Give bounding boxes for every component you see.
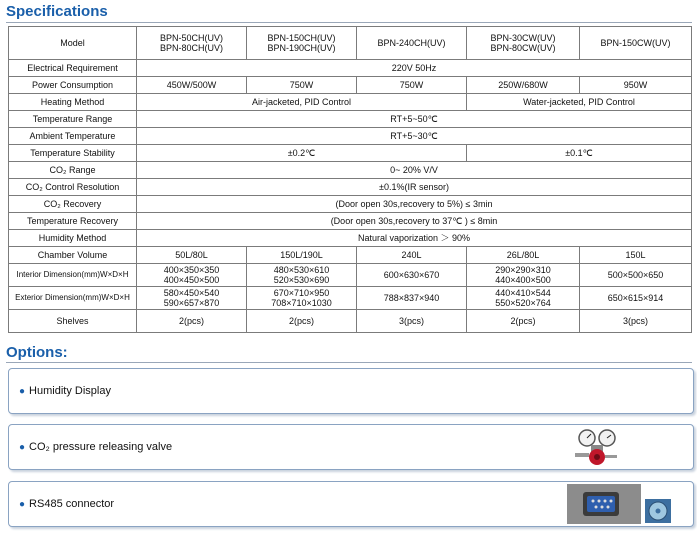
table-cell: 150L/190L bbox=[247, 247, 357, 264]
table-cell: ±0.2℃ bbox=[137, 145, 467, 162]
table-cell: BPN-150CW(UV) bbox=[580, 27, 692, 60]
table-row bbox=[9, 287, 692, 310]
table-cell: 750W bbox=[357, 77, 467, 94]
title-rule bbox=[6, 362, 692, 363]
table-cell: Air-jacketed, PID Control bbox=[137, 94, 467, 111]
table-cell: (Door open 30s,recovery to 5%) ≤ 3min bbox=[137, 196, 692, 213]
row-label: Chamber Volume bbox=[9, 247, 137, 264]
table-cell: BPN-50CH(UV) BPN-80CH(UV) bbox=[137, 27, 247, 60]
table-cell: 650×615×914 bbox=[580, 287, 692, 310]
table-row bbox=[9, 179, 692, 196]
table-row bbox=[9, 128, 692, 145]
row-label: Humidity Method bbox=[9, 230, 137, 247]
table-cell: 3(pcs) bbox=[357, 310, 467, 333]
table-row bbox=[9, 27, 692, 60]
table-cell: 2(pcs) bbox=[137, 310, 247, 333]
table-cell: 2(pcs) bbox=[247, 310, 357, 333]
row-label: Ambient Temperature bbox=[9, 128, 137, 145]
table-cell: 580×450×540 590×657×870 bbox=[137, 287, 247, 310]
row-label: CO₂ Recovery bbox=[9, 196, 137, 213]
row-label: Temperature Recovery bbox=[9, 213, 137, 230]
table-row bbox=[9, 247, 692, 264]
table-cell: 950W bbox=[580, 77, 692, 94]
table-row bbox=[9, 162, 692, 179]
row-label: Exterior Dimension(mm)W×D×H bbox=[9, 287, 137, 310]
table-row bbox=[9, 60, 692, 77]
table-cell: 50L/80L bbox=[137, 247, 247, 264]
table-row bbox=[9, 230, 692, 247]
table-cell: Water-jacketed, PID Control bbox=[467, 94, 692, 111]
table-row bbox=[9, 145, 692, 162]
row-label: Model bbox=[9, 27, 137, 60]
table-cell: 250W/680W bbox=[467, 77, 580, 94]
table-cell: BPN-30CW(UV) BPN-80CW(UV) bbox=[467, 27, 580, 60]
row-label: Interior Dimension(mm)W×D×H bbox=[9, 264, 137, 287]
table-row bbox=[9, 111, 692, 128]
table-cell: 290×290×310 440×400×500 bbox=[467, 264, 580, 287]
bullet-icon: ● bbox=[19, 386, 26, 397]
table-cell: 3(pcs) bbox=[580, 310, 692, 333]
table-cell: 0~ 20% V/V bbox=[137, 162, 692, 179]
table-cell: ±0.1℃ bbox=[467, 145, 692, 162]
row-label: Heating Method bbox=[9, 94, 137, 111]
row-label: CO₂ Control Resolution bbox=[9, 179, 137, 196]
row-label: Shelves bbox=[9, 310, 137, 333]
options-title: Options: bbox=[6, 344, 68, 361]
software-disc-icon bbox=[645, 499, 671, 523]
specifications-table bbox=[8, 26, 692, 333]
rs485-connector-icon bbox=[567, 484, 641, 524]
row-label: Electrical Requirement bbox=[9, 60, 137, 77]
pressure-regulator-icon bbox=[567, 427, 629, 467]
title-rule bbox=[6, 22, 692, 23]
table-row bbox=[9, 310, 692, 333]
table-cell: RT+5~50℃ bbox=[137, 111, 692, 128]
table-row bbox=[9, 213, 692, 230]
table-cell: 150L bbox=[580, 247, 692, 264]
table-cell: ±0.1%(IR sensor) bbox=[137, 179, 692, 196]
option-label: Humidity Display bbox=[29, 385, 111, 397]
table-row bbox=[9, 196, 692, 213]
table-cell: BPN-150CH(UV) BPN-190CH(UV) bbox=[247, 27, 357, 60]
row-label: Temperature Stability bbox=[9, 145, 137, 162]
table-cell: 26L/80L bbox=[467, 247, 580, 264]
option-rs485-connector bbox=[8, 481, 694, 527]
specifications-title: Specifications bbox=[6, 3, 108, 20]
bullet-icon: ● bbox=[19, 499, 26, 510]
table-cell: 240L bbox=[357, 247, 467, 264]
table-row bbox=[9, 94, 692, 111]
table-cell: 480×530×610 520×530×690 bbox=[247, 264, 357, 287]
table-cell: (Door open 30s,recovery to 37℃ ) ≤ 8min bbox=[137, 213, 692, 230]
bullet-icon: ● bbox=[19, 442, 26, 453]
row-label: Temperature Range bbox=[9, 111, 137, 128]
table-row bbox=[9, 77, 692, 94]
table-cell: 220V 50Hz bbox=[137, 60, 692, 77]
table-cell: 600×630×670 bbox=[357, 264, 467, 287]
option-co2-valve bbox=[8, 424, 694, 470]
table-cell: 450W/500W bbox=[137, 77, 247, 94]
table-cell: Natural vaporization ＞ 90% bbox=[137, 230, 692, 247]
table-cell: 500×500×650 bbox=[580, 264, 692, 287]
option-humidity-display bbox=[8, 368, 694, 414]
row-label: CO₂ Range bbox=[9, 162, 137, 179]
row-label: Power Consumption bbox=[9, 77, 137, 94]
table-cell: BPN-240CH(UV) bbox=[357, 27, 467, 60]
table-cell: 670×710×950 708×710×1030 bbox=[247, 287, 357, 310]
table-cell: 400×350×350 400×450×500 bbox=[137, 264, 247, 287]
table-cell: 440×410×544 550×520×764 bbox=[467, 287, 580, 310]
option-label: CO₂ pressure releasing valve bbox=[29, 441, 173, 453]
table-cell: 788×837×940 bbox=[357, 287, 467, 310]
table-row bbox=[9, 264, 692, 287]
table-cell: 2(pcs) bbox=[467, 310, 580, 333]
table-cell: RT+5~30℃ bbox=[137, 128, 692, 145]
table-cell: 750W bbox=[247, 77, 357, 94]
option-label: RS485 connector bbox=[29, 498, 115, 510]
